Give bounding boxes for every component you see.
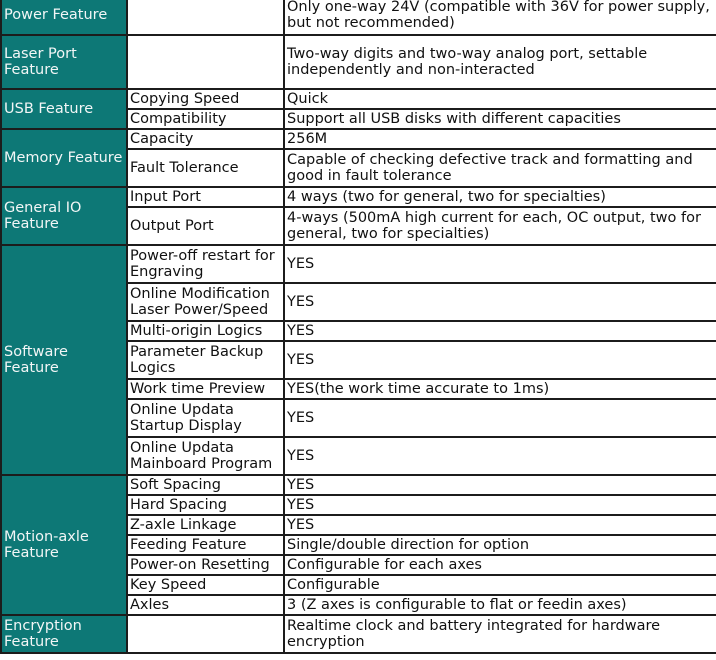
category-cell: Power Feature <box>1 0 127 35</box>
value-cell: Configurable for each axes <box>284 555 716 575</box>
value-cell: YES <box>284 495 716 515</box>
subcategory-cell: Online Updata Mainboard Program <box>127 437 284 475</box>
category-cell: Software Feature <box>1 245 127 475</box>
subcategory-cell: Compatibility <box>127 109 284 129</box>
value-cell: Single/double direction for option <box>284 535 716 555</box>
subcategory-cell: Input Port <box>127 187 284 207</box>
value-cell: 4 ways (two for general, two for specialties) <box>284 187 716 207</box>
value-cell: 3 (Z axes is configurable to flat or feedin axes) <box>284 595 716 615</box>
value-cell: 256M <box>284 129 716 149</box>
subcategory-cell: Axles <box>127 595 284 615</box>
category-cell: Memory Feature <box>1 129 127 187</box>
value-cell: YES <box>284 475 716 495</box>
value-cell: YES <box>284 341 716 379</box>
value-cell: YES <box>284 437 716 475</box>
value-cell: YES(the work time accurate to 1ms) <box>284 379 716 399</box>
value-cell: Realtime clock and battery integrated for hardware encryption <box>284 615 716 653</box>
subcategory-cell: Copying Speed <box>127 89 284 109</box>
value-cell: Only one-way 24V (compatible with 36V for power supply, but not recommended) <box>284 0 716 35</box>
table-row <box>1 89 716 109</box>
table-row <box>1 245 716 283</box>
subcategory-cell: Key Speed <box>127 575 284 595</box>
category-cell: USB Feature <box>1 89 127 129</box>
table-row <box>1 35 716 89</box>
subcategory-cell <box>127 615 284 653</box>
subcategory-cell: Feeding Feature <box>127 535 284 555</box>
subcategory-cell: Fault Tolerance <box>127 149 284 187</box>
value-cell: Capable of checking defective track and formatting and good in fault tolerance <box>284 149 716 187</box>
subcategory-cell <box>127 0 284 35</box>
subcategory-cell: Power-off restart for Engraving <box>127 245 284 283</box>
table-row <box>1 475 716 495</box>
category-cell: General IO Feature <box>1 187 127 245</box>
subcategory-cell: Online Modification Laser Power/Speed <box>127 283 284 321</box>
value-cell: YES <box>284 283 716 321</box>
category-cell: Motion-axle Feature <box>1 475 127 615</box>
table-row <box>1 187 716 207</box>
subcategory-cell: Output Port <box>127 207 284 245</box>
table-row <box>1 0 716 35</box>
subcategory-cell: Online Updata Startup Display <box>127 399 284 437</box>
value-cell: YES <box>284 515 716 535</box>
subcategory-cell <box>127 35 284 89</box>
value-cell: YES <box>284 321 716 341</box>
value-cell: Two-way digits and two-way analog port, settable independently and non-interacted <box>284 35 716 89</box>
value-cell: Quick <box>284 89 716 109</box>
subcategory-cell: Work time Preview <box>127 379 284 399</box>
subcategory-cell: Z-axle Linkage <box>127 515 284 535</box>
subcategory-cell: Multi-origin Logics <box>127 321 284 341</box>
subcategory-cell: Soft Spacing <box>127 475 284 495</box>
value-cell: YES <box>284 245 716 283</box>
category-cell: Encryption Feature <box>1 615 127 653</box>
table-row <box>1 129 716 149</box>
subcategory-cell: Hard Spacing <box>127 495 284 515</box>
value-cell: Configurable <box>284 575 716 595</box>
table-row <box>1 615 716 653</box>
category-cell: Laser Port Feature <box>1 35 127 89</box>
value-cell: Support all USB disks with different capacities <box>284 109 716 129</box>
value-cell: YES <box>284 399 716 437</box>
subcategory-cell: Power-on Resetting <box>127 555 284 575</box>
subcategory-cell: Capacity <box>127 129 284 149</box>
value-cell: 4-ways (500mA high current for each, OC output, two for general, two for specialties) <box>284 207 716 245</box>
subcategory-cell: Parameter Backup Logics <box>127 341 284 379</box>
